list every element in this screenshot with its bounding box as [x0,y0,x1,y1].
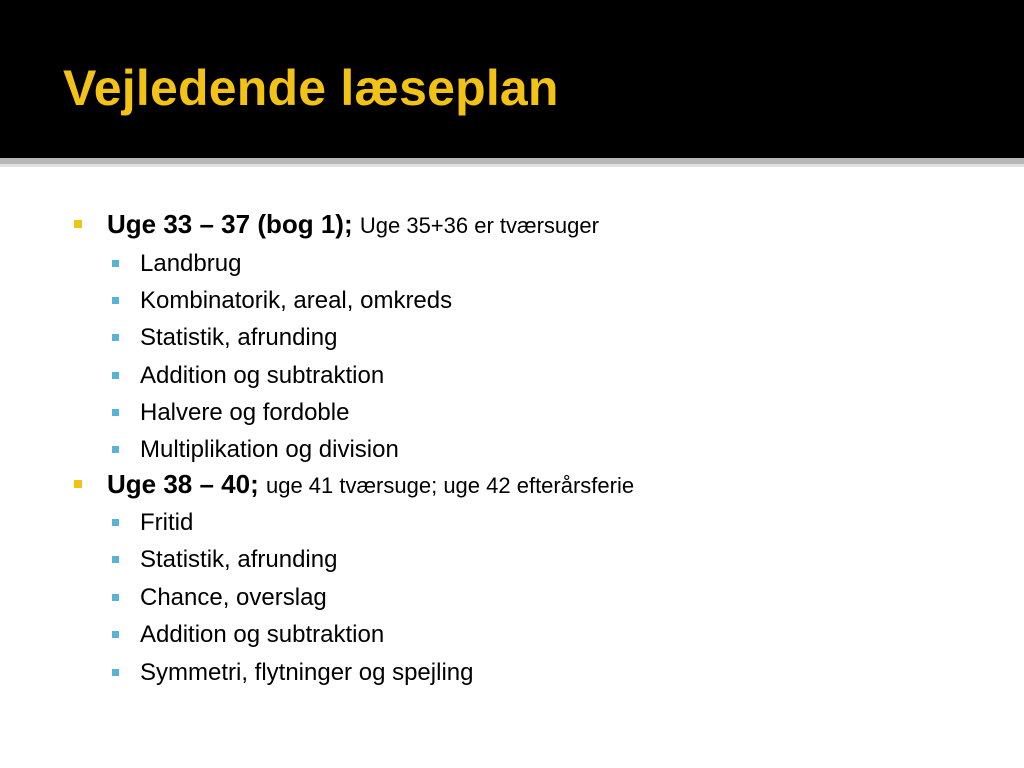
list-item-label: Statistik, afrunding [140,324,338,351]
list-item-label: Halvere og fordoble [140,399,350,426]
list-item-label: Addition og subtraktion [140,362,385,389]
square-bullet-icon [112,631,119,638]
square-bullet-icon [112,556,119,563]
square-bullet-icon [74,220,82,228]
list-item [140,360,384,392]
list-item [140,248,241,280]
list-item-label: Addition og subtraktion [140,621,385,648]
list-item-label: Statistik, afrunding [140,546,338,573]
square-bullet-icon [112,594,119,601]
list-item [140,582,327,614]
list-item [140,322,337,354]
list-item [140,285,452,317]
square-bullet-icon [112,669,119,676]
square-bullet-icon [112,446,119,453]
square-bullet-icon [112,260,119,267]
list-item-label: Fritid [140,509,194,536]
section-heading-2 [107,467,634,503]
square-bullet-icon [112,334,119,341]
square-bullet-icon [112,372,119,379]
list-item [140,434,399,466]
square-bullet-icon [112,519,119,526]
list-item [140,507,193,539]
list-item-label: Symmetri, flytninger og spejling [140,659,474,686]
square-bullet-icon [74,480,82,488]
section-heading-note: uge 41 tværsuge; uge 42 efterårsferie [265,473,635,498]
list-item-label: Kombinatorik, areal, omkreds [140,287,453,314]
list-item-label: Chance, overslag [140,584,327,611]
list-item [140,657,473,689]
section-heading-bold: Uge 38 – 40; [107,469,259,499]
square-bullet-icon [112,297,119,304]
section-heading-1 [107,207,599,243]
slide-title: Vejledende læseplan [63,60,559,116]
square-bullet-icon [112,409,119,416]
section-heading-bold: Uge 33 – 37 (bog 1); [107,209,353,239]
list-item [140,397,349,429]
list-item [140,619,384,651]
section-heading-note: Uge 35+36 er tværsuger [359,213,599,238]
list-item-label: Multiplikation og division [140,436,399,463]
list-item [140,544,337,576]
list-item-label: Landbrug [140,250,242,277]
